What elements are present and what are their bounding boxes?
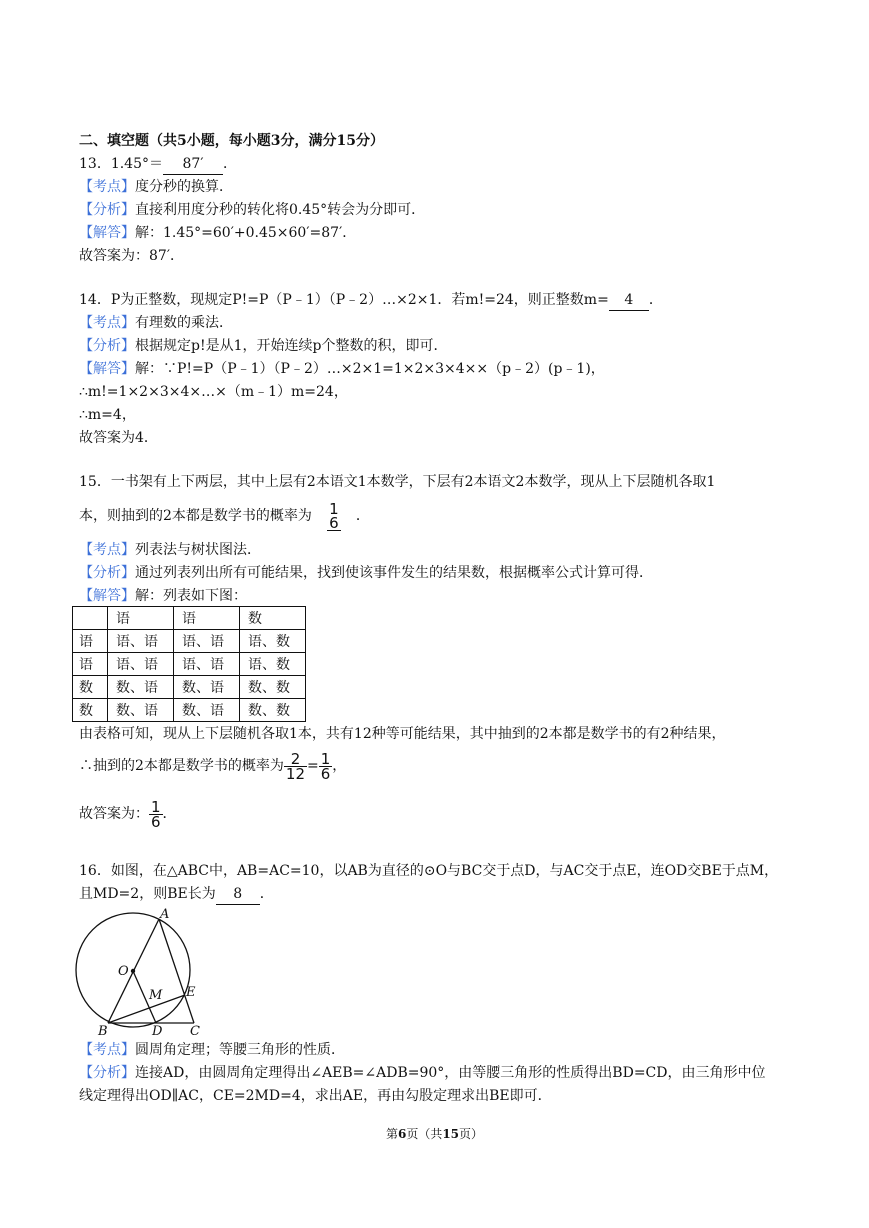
label-o: O xyxy=(118,964,129,979)
q15-stem-line1: 15．一书架有上下两层，其中上层有2本语文1本数学，下层有2本语文2本数学，现从上下层随机各取1 xyxy=(79,474,716,490)
fenxi-label: 【分析】 xyxy=(79,202,135,218)
table-cell: 数、语 xyxy=(108,676,174,699)
table-cell: 语、语 xyxy=(108,653,174,676)
fraction-denominator: 12 xyxy=(285,764,306,783)
section-title: 二、填空题（共5小题，每小题3分，满分15分） xyxy=(79,133,384,149)
kaodian-label: 【考点】 xyxy=(79,542,135,558)
fenxi-label: 【分析】 xyxy=(79,338,135,354)
q15-stem-line2-text: 本，则抽到的2本都是数学书的概率为 xyxy=(79,508,312,524)
probability-fraction-1 xyxy=(284,749,307,783)
center-point-icon xyxy=(131,969,135,973)
table-cell: 语、数 xyxy=(240,653,306,676)
q16-answer: 8 xyxy=(216,884,260,905)
q16-kaodian-text: 圆周角定理；等腰三角形的性质． xyxy=(135,1042,345,1058)
geometry-figure xyxy=(70,905,210,1037)
q14-kaodian xyxy=(79,313,233,333)
q13-stem-end: ． xyxy=(223,156,237,172)
q15-probability-text: ∴抽到的2本都是数学书的概率为 xyxy=(79,758,284,774)
table-cell: 语、数 xyxy=(240,630,306,653)
table-cell: 数、数 xyxy=(240,676,306,699)
table-row xyxy=(73,676,306,699)
q13-stem xyxy=(79,154,237,175)
table-cell: 语 xyxy=(174,607,240,630)
q15-answer xyxy=(312,498,356,534)
outcome-table xyxy=(72,606,306,722)
q13-jieda-text: 解：1.45°=60′+0.45×60′=87′． xyxy=(135,225,357,241)
table-cell: 语 xyxy=(73,630,108,653)
q15-conclusion xyxy=(79,796,177,832)
table-cell: 语、语 xyxy=(174,630,240,653)
q15-probability-line xyxy=(79,748,346,784)
label-m: M xyxy=(149,988,163,1003)
q16-stem-line2 xyxy=(79,884,274,905)
q13-conclusion: 故答案为：87′． xyxy=(79,248,184,264)
q15-jieda-text: 解：列表如下图： xyxy=(135,588,247,604)
q13-stem-text: 13．1.45°＝ xyxy=(79,156,163,172)
table-cell: 语 xyxy=(108,607,174,630)
kaodian-label: 【考点】 xyxy=(79,179,135,195)
q14-step2: ∴m!=1×2×3×4×…×（m﹣1）m=24， xyxy=(79,384,348,400)
table-row xyxy=(73,653,306,676)
table-cell: 数 xyxy=(73,699,108,722)
conclusion-fraction xyxy=(149,797,163,831)
fraction-numerator: 1 xyxy=(320,749,331,768)
table-row xyxy=(73,630,306,653)
page-number: 6 xyxy=(397,1127,407,1141)
q16-stem-line2-text: 且MD=2，则BE长为 xyxy=(79,886,216,902)
label-c: C xyxy=(190,1024,200,1037)
q14-fenxi xyxy=(79,336,447,356)
q16-fenxi xyxy=(79,1063,766,1083)
q16-stem-end: ． xyxy=(259,886,274,902)
comma: ， xyxy=(332,758,347,774)
q15-conclusion-text: 故答案为： xyxy=(79,806,149,822)
q13-answer: 87′ xyxy=(163,154,223,175)
q14-jieda-text: 解：∵P!=P（P﹣1）（P﹣2）…×2×1=1×2×3×4××（p﹣2）(p﹣1)， xyxy=(135,361,605,377)
footer-prefix: 第 xyxy=(385,1127,398,1141)
q14-stem-text: 14．P为正整数，现规定P!=P（P﹣1）（P﹣2）…×2×1．若m!=24，则正整数m= xyxy=(79,292,609,308)
q13-fenxi xyxy=(79,200,425,220)
q13-jieda xyxy=(79,223,356,243)
jieda-label: 【解答】 xyxy=(79,225,135,241)
q14-conclusion: 故答案为4． xyxy=(79,430,158,446)
q13-kaodian xyxy=(79,177,233,197)
q14-fenxi-text: 根据规定p!是从1，开始连续p个整数的积，即可． xyxy=(135,338,448,354)
label-b: B xyxy=(98,1024,108,1037)
kaodian-label: 【考点】 xyxy=(79,1042,135,1058)
q16-fenxi-line2: 线定理得出OD∥AC，CE=2MD=4，求出AE，再由勾股定理求出BE即可． xyxy=(79,1088,552,1104)
footer-middle: 页（共 xyxy=(406,1127,443,1141)
table-cell: 语、语 xyxy=(108,630,174,653)
q15-fenxi-text: 通过列表列出所有可能结果，找到使该事件发生的结果数，根据概率公式计算可得． xyxy=(135,565,653,581)
jieda-label: 【解答】 xyxy=(79,588,135,604)
q14-stem xyxy=(79,290,663,311)
q14-step3: ∴m=4， xyxy=(79,407,136,423)
footer-suffix: 页） xyxy=(459,1127,484,1141)
table-header-row xyxy=(73,607,306,630)
q15-answer-fraction xyxy=(327,499,341,532)
q15-kaodian xyxy=(79,540,261,560)
fenxi-label: 【分析】 xyxy=(79,565,135,581)
table-cell: 数、语 xyxy=(174,676,240,699)
fraction-numerator: 2 xyxy=(290,749,301,768)
fraction-denominator: 6 xyxy=(151,812,161,831)
label-e: E xyxy=(186,985,196,1000)
q14-stem-end: ． xyxy=(648,292,663,308)
label-a: A xyxy=(160,907,170,922)
q15-stem-line2 xyxy=(79,498,370,534)
period: ． xyxy=(162,806,177,822)
page-footer xyxy=(0,1125,869,1142)
q14-answer: 4 xyxy=(609,290,649,311)
q13-fenxi-text: 直接利用度分秒的转化将0.45°转会为分即可． xyxy=(135,202,426,218)
fraction-denominator: 6 xyxy=(329,513,339,532)
table-cell: 数、语 xyxy=(108,699,174,722)
q16-kaodian xyxy=(79,1040,345,1060)
q15-kaodian-text: 列表法与树状图法． xyxy=(135,542,261,558)
table-cell: 数 xyxy=(240,607,306,630)
fraction-denominator: 6 xyxy=(320,764,331,783)
q15-after-table: 由表格可知，现从上下层随机各取1本，共有12种等可能结果，其中抽到的2本都是数学书的有2种结果， xyxy=(79,726,726,742)
fraction-numerator: 1 xyxy=(329,499,339,518)
q14-jieda xyxy=(79,359,605,379)
table-cell: 语 xyxy=(73,653,108,676)
q15-fenxi xyxy=(79,563,653,583)
table-cell: 语、语 xyxy=(174,653,240,676)
kaodian-label: 【考点】 xyxy=(79,315,135,331)
q15-jieda xyxy=(79,586,247,606)
table-row xyxy=(73,699,306,722)
fenxi-label: 【分析】 xyxy=(79,1065,135,1081)
table-cell: 数 xyxy=(73,676,108,699)
total-pages: 15 xyxy=(442,1127,460,1141)
q13-kaodian-text: 度分秒的换算． xyxy=(135,179,233,195)
q16-stem-line1: 16．如图，在△ABC中，AB=AC=10，以AB为直径的⊙O与BC交于点D，与AC交于点E，连OD交BE于点M， xyxy=(79,863,779,879)
probability-fraction-2 xyxy=(319,749,333,783)
table-cell: 数、语 xyxy=(174,699,240,722)
equals-sign: = xyxy=(307,758,319,774)
jieda-label: 【解答】 xyxy=(79,361,135,377)
table-cell xyxy=(73,607,108,630)
q14-kaodian-text: 有理数的乘法． xyxy=(135,315,233,331)
q16-fenxi-text: 连接AD，由圆周角定理得出∠AEB=∠ADB=90°，由等腰三角形的性质得出BD=CD，由三角形中位 xyxy=(135,1065,766,1081)
q15-stem-end: ． xyxy=(355,508,370,524)
label-d: D xyxy=(152,1024,163,1037)
table-cell: 数、数 xyxy=(240,699,306,722)
fraction-numerator: 1 xyxy=(151,797,161,816)
